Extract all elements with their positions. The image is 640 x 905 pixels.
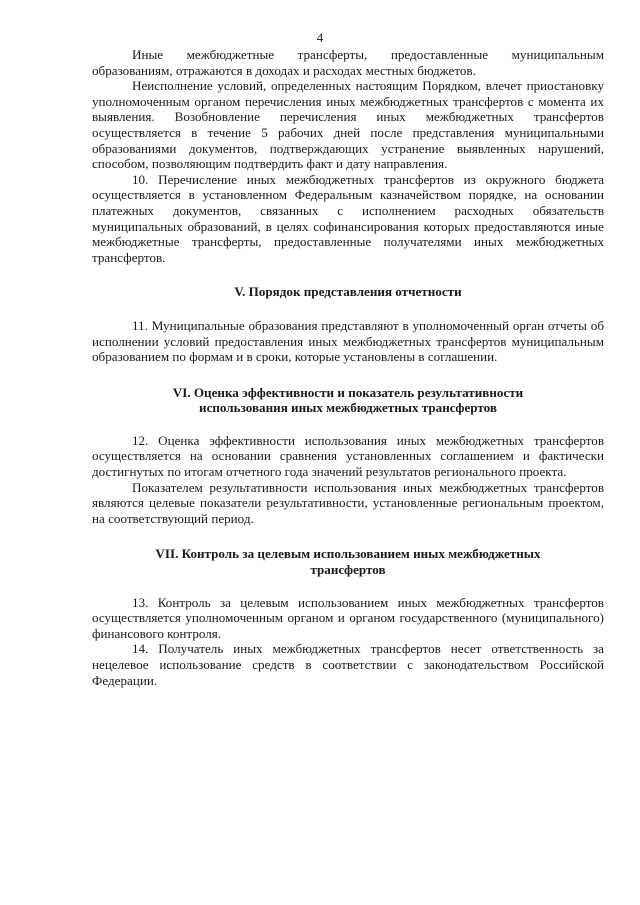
paragraph-11: 11. Муниципальные образования представляют в уполномоченный орган отчеты об исполнении условий предоставления иных межбюджетных трансфертов муниципальным образованием по формам и в сроки, которые установлены в соглашении. <box>92 317 604 365</box>
paragraph-12: 12. Оценка эффективности использования иных межбюджетных трансфертов осуществляется на основании сравнения установленных соглашением и фактически достигнутых по итогам отчетного года значений результатов регионального проекта. <box>92 432 604 480</box>
paragraph-transfers-reflected: Иные межбюджетные трансферты, предоставленные муниципальным образованиям, отражаются в доходах и расходах местных бюджетов. <box>92 47 604 78</box>
section-vi-heading-line2: использования иных межбюджетных трансфертов <box>199 400 497 416</box>
paragraph-13: 13. Контроль за целевым использованием иных межбюджетных трансфертов осуществляется уполномоченным органом и органом государственного (муниципального) финансового контроля. <box>92 594 604 641</box>
section-vii-heading-line2: трансфертов <box>310 562 386 578</box>
section-v-heading: V. Порядок представления отчетности <box>234 284 462 300</box>
section-vi-heading-line1: VI. Оценка эффективности и показатель результативности <box>172 384 524 400</box>
section-vii-heading <box>92 546 604 577</box>
section-vii-heading-line1: VII. Контроль за целевым использованием иных межбюджетных <box>155 546 541 562</box>
paragraph-10: 10. Перечисление иных межбюджетных трансфертов из окружного бюджета осуществляется в установленном Федеральным казначейством порядке, на основании платежных документов, связанных с исполнением расходных обязательств муниципальных образований, в целях софинансирования которых предоставляются иные межбюджетные трансферты, предоставленные получателями иных межбюджетных трансфертов. <box>92 171 604 265</box>
paragraph-14: 14. Получатель иных межбюджетных трансфертов несет ответственность за нецелевое использование средств в соответствии с законодательством Российской Федерации. <box>92 641 604 688</box>
page-number: 4 <box>316 30 324 45</box>
document-body <box>92 47 604 688</box>
paragraph-suspension: Неисполнение условий, определенных настоящим Порядком, влечет приостановку уполномоченным органом перечисления иных межбюджетных трансфертов с момента их выявления. Возобновление перечисления иных межбюджетных трансфертов осуществляется в течение 5 рабочих дней после представления муниципальными образованиями документов, подтверждающих устранение выявленных нарушений, способом, позволяющим подтвердить факт и дату направления. <box>92 78 604 172</box>
paragraph-performance-indicator: Показателем результативности использования иных межбюджетных трансфертов являются целевые показатели результативности, установленные региональным проектом, на соответствующий период. <box>92 479 604 526</box>
section-vi-heading <box>92 385 604 416</box>
